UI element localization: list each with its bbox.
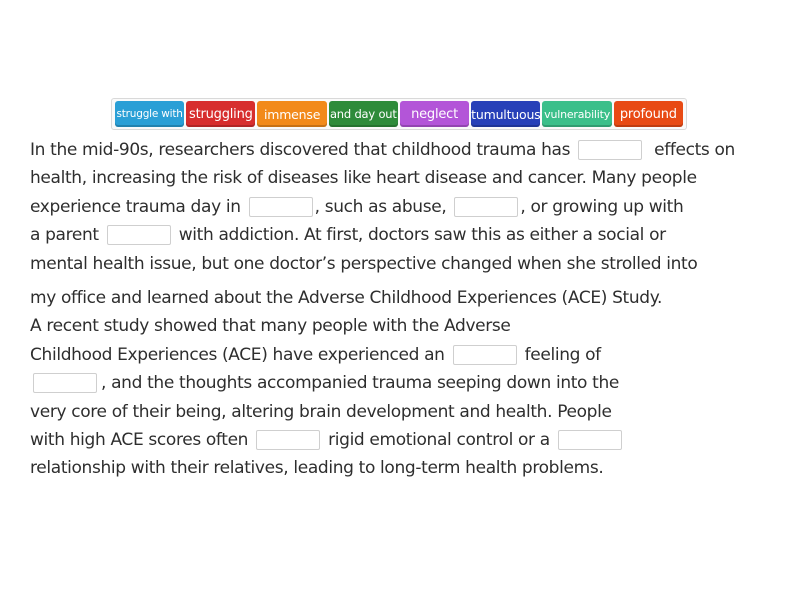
passage-segment: health, increasing the risk of diseases like heart disease and cancer. Many people <box>30 168 697 189</box>
word-chip-tumultuous[interactable]: tumultuous <box>471 101 540 127</box>
passage-segment: mental health issue, but one doctor’s perspective changed when she strolled into <box>30 253 698 274</box>
word-chip-struggle-with[interactable]: struggle with <box>115 101 184 127</box>
blank-slot-2[interactable] <box>249 197 313 217</box>
passage-segment: with addiction. At first, doctors saw this as either a social or <box>178 225 666 246</box>
passage-segment: relationship with their relatives, leading to long-term health problems. <box>30 458 604 479</box>
passage-segment: , such as abuse, <box>314 196 447 217</box>
passage-line <box>30 341 780 369</box>
passage-segment: a parent <box>30 225 99 246</box>
blank-slot-6[interactable] <box>33 373 97 393</box>
passage-line <box>30 426 780 454</box>
passage-line <box>30 312 780 340</box>
passage-line <box>30 193 780 221</box>
passage-line <box>30 454 780 482</box>
passage-line <box>30 398 780 426</box>
passage-segment: A recent study showed that many people with the Adverse <box>30 316 511 337</box>
blank-slot-3[interactable] <box>454 197 518 217</box>
word-bank <box>111 98 687 130</box>
passage-line <box>30 284 780 312</box>
passage-segment: rigid emotional control or a <box>328 429 550 450</box>
passage-segment: , or growing up with <box>520 196 684 217</box>
passage-segment: effects on <box>654 140 735 160</box>
word-chip-struggling[interactable]: struggling <box>186 101 255 127</box>
passage-line <box>30 250 780 278</box>
passage-segment: In the mid-90s, researchers discovered that childhood trauma has <box>30 140 571 160</box>
passage-text <box>30 136 780 483</box>
word-chip-profound[interactable]: profound <box>614 101 683 127</box>
passage-segment: Childhood Experiences (ACE) have experienced an <box>30 344 445 365</box>
passage-segment: , and the thoughts accompanied trauma seeping down into the <box>101 373 620 394</box>
blank-slot-1[interactable] <box>578 140 642 160</box>
passage-line <box>30 136 780 164</box>
passage-segment: feeling of <box>524 344 601 365</box>
passage-segment: with high ACE scores often <box>30 429 249 450</box>
blank-slot-8[interactable] <box>558 430 622 450</box>
word-chip-and-day-out[interactable]: and day out <box>329 101 398 127</box>
blank-slot-7[interactable] <box>256 430 320 450</box>
word-chip-neglect[interactable]: neglect <box>400 101 469 127</box>
passage-segment: experience trauma day in <box>30 196 241 217</box>
passage-segment: my office and learned about the Adverse Childhood Experiences (ACE) Study. <box>30 287 663 308</box>
blank-slot-4[interactable] <box>107 225 171 245</box>
word-chip-vulnerability[interactable]: vulnerability <box>542 101 611 127</box>
passage-line <box>30 221 780 249</box>
passage-segment: very core of their being, altering brain development and health. People <box>30 401 612 422</box>
word-chip-immense[interactable]: immense <box>257 101 326 127</box>
passage-line <box>30 369 780 397</box>
blank-slot-5[interactable] <box>453 345 517 365</box>
passage-line <box>30 164 780 192</box>
